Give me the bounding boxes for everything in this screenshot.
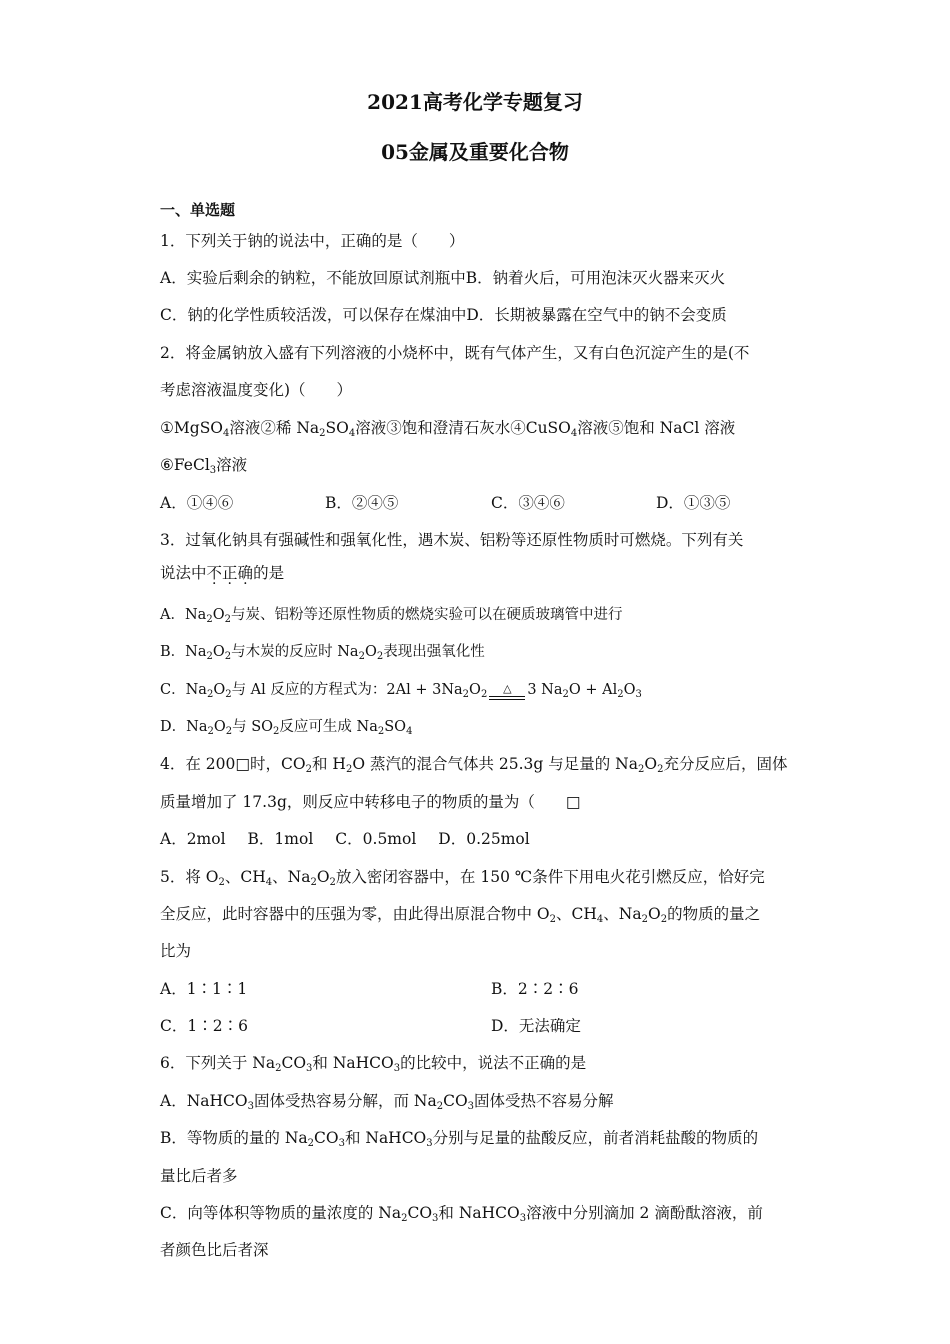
q6-option-c-line2: 者颜色比后者深 [160, 1241, 269, 1259]
q6-stem: 6．下列关于 $Na_2CO_3$和 NaHCO$_3$的比较中，说法不正确的是 [160, 1054, 587, 1074]
q5-option-c: C．1∶2∶6 [160, 1017, 248, 1035]
q6-option-c-line1: C．向等体积等物质的量浓度的 $Na_2CO_3$和 NaHCO$_3$溶液中分别滴加 2 滴酚酞溶液，前 [160, 1204, 763, 1224]
q5-option-b: B．2∶2∶6 [491, 980, 579, 998]
section-heading: 一、单选题 [160, 201, 236, 219]
q1-option-d: D．长期被暴露在空气中的钠不会变质 [466, 306, 727, 324]
q2-solutions-line2: ⑥FeCl$_3$溶液 [160, 456, 248, 476]
unknown-glyph-box: □ [235, 755, 251, 773]
doc-title: 2021高考化学专题复习 [367, 90, 583, 114]
q4-stem-line2: 质量增加了 17.3g，则反应中转移电子的物质的量为（ □ [160, 793, 581, 811]
q4-stem-line1: 4．在 200□时，$CO_2$和 $H_2O$ 蒸汽的混合气体共 25.3g 与足量的 $Na_2O_2$充分反应后，固体 [160, 755, 788, 775]
q5-stem-line2: 全反应，此时容器中的压强为零，由此得出原混合物中 $O_2$、$CH_4$、$Na_2O_2$的物质的量之 [160, 905, 761, 925]
q2-stem-line1: 2．将金属钠放入盛有下列溶液的小烧杯中，既有气体产生，又有白色沉淀产生的是(不 [160, 344, 750, 362]
q6-option-b-line1: B．等物质的量的 $Na_2CO_3$和 NaHCO$_3$分别与足量的盐酸反应，前者消耗盐酸的物质的 [160, 1129, 759, 1149]
q4-option-a: A．2mol [160, 830, 226, 848]
q3-stem-line2: 说法中不正确的是 [160, 564, 285, 582]
q2-option-c: C．③④⑥ [491, 494, 565, 512]
q2-stem-line2: 考虑溶液温度变化)（ ） [160, 381, 353, 399]
q2-option-a: A．①④⑥ [160, 494, 234, 512]
q3-option-a: A．$Na_2O_2$与炭、铝粉等还原性物质的燃烧实验可以在硬质玻璃管中进行 [160, 607, 623, 625]
q4-options [160, 829, 530, 849]
q1-option-c: C．钠的化学性质较活泼，可以保存在煤油中 [160, 306, 467, 324]
q4-option-d: D．0.25mol [438, 830, 530, 848]
q2-option-d: D．①③⑤ [656, 494, 731, 512]
q6-option-a: A．NaHCO$_3$固体受热容易分解，而 $Na_2CO_3$固体受热不容易分解 [160, 1092, 614, 1112]
q1-options-ab [160, 268, 725, 288]
q6-option-b-line2: 量比后者多 [160, 1167, 238, 1185]
heating-condition-sign: △ [487, 680, 527, 701]
q5-option-a: A．1∶1∶1 [160, 980, 248, 998]
doc-subtitle: 05金属及重要化合物 [381, 140, 569, 164]
q3-option-d: D．$Na_2O_2$与 $SO_2$反应可生成 $Na_2SO_4$ [160, 719, 413, 737]
q3-option-b: B．$Na_2O_2$与木炭的反应时 $Na_2O_2$表现出强氧化性 [160, 644, 485, 662]
q5-option-d: D．无法确定 [491, 1017, 581, 1035]
q1-option-b: B．钠着火后，可用泡沫灭火器来灭火 [465, 269, 726, 287]
q4-option-c: C．0.5mol [335, 830, 417, 848]
q5-stem-line3: 比为 [160, 942, 192, 960]
q3-emphasis: 不正确 [206, 564, 254, 582]
q1-option-a: A．实验后剩余的钠粒，不能放回原试剂瓶中 [160, 269, 466, 287]
q4-option-b: B．1mol [247, 830, 314, 848]
q5-stem-line1: 5．将 $O_2$、$CH_4$、$Na_2O_2$放入密闭容器中，在 150 ℃条件下用电火花引燃反应，恰好完 [160, 868, 765, 888]
q1-options-cd [160, 305, 727, 325]
q1-stem: 1．下列关于钠的说法中，正确的是（ ） [160, 232, 465, 250]
q3-option-c: C．$Na_2O_2$与 Al 反应的方程式为：$2Al + 3Na_2O_2$ △ 3 $Na_2O + Al_2O_3$ [160, 682, 642, 700]
q2-option-b: B．②④⑤ [325, 494, 399, 512]
q2-solutions-line1: ①MgSO$_4$溶液②稀 $Na_2SO_4$溶液③饱和澄清石灰水④CuSO$_4$溶液⑤饱和 NaCl 溶液 [160, 419, 736, 439]
q3-stem-line1: 3．过氧化钠具有强碱性和强氧化性，遇木炭、铝粉等还原性物质时可燃烧。下列有关 [160, 531, 744, 549]
